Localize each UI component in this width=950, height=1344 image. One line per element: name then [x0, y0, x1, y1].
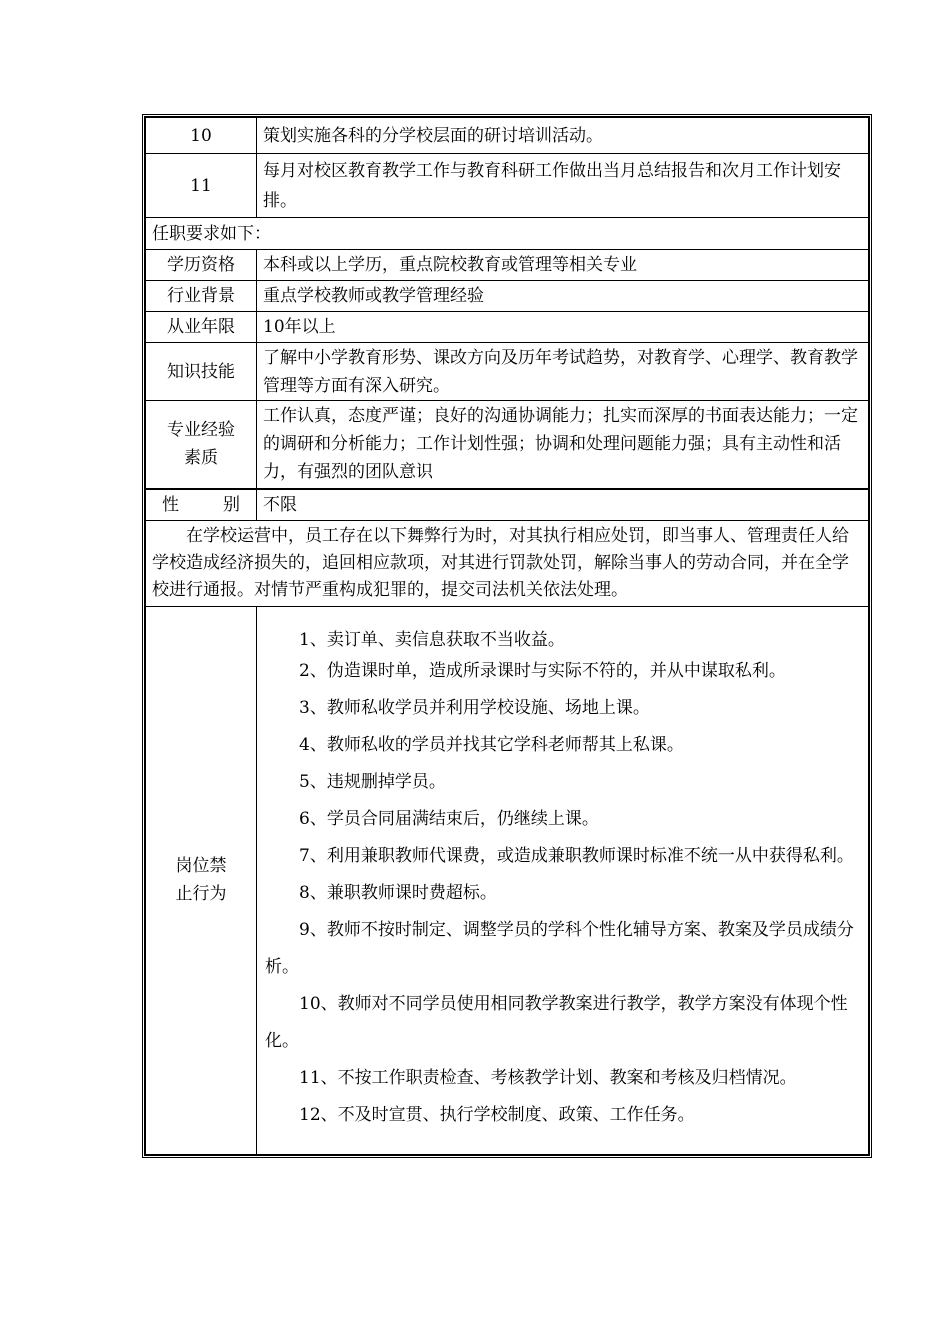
requirements-heading: 任职要求如下： — [146, 218, 869, 250]
duty-text: 策划实施各科的分学校层面的研讨培训活动。 — [257, 118, 869, 154]
gender-row — [146, 489, 869, 521]
list-item: 9、教师不按时制定、调整学员的学科个性化辅导方案、教案及学员成绩分析。 — [265, 919, 854, 977]
requirement-row — [146, 250, 869, 281]
list-item: 3、教师私收学员并利用学校设施、场地上课。 — [299, 697, 650, 718]
list-item: 11、不按工作职责检查、考核教学计划、教案和考核及归档情况。 — [299, 1067, 797, 1088]
penalty-note-row — [146, 520, 869, 606]
duty-row — [146, 154, 869, 218]
list-item: 4、教师私收的学员并找其它学科老师帮其上私课。 — [299, 734, 684, 755]
requirement-value: 了解中小学教育形势、课改方向及历年考试趋势，对教育学、心理学、教育教学管理等方面有深入研究。 — [257, 343, 869, 401]
requirements-heading-row — [146, 218, 869, 250]
requirement-label: 学历资格 — [146, 250, 257, 281]
requirement-value: 工作认真，态度严谨；良好的沟通协调能力；扎实而深厚的书面表达能力；一定的调研和分析能力；工作计划性强；协调和处理问题能力强；具有主动性和活力，有强烈的团队意识 — [257, 401, 869, 489]
requirement-row — [146, 312, 869, 343]
list-item: 7、利用兼职教师代课费，或造成兼职教师课时标准不统一从中获得私利。 — [299, 845, 854, 866]
gender-label-char: 性 — [162, 494, 179, 515]
requirement-row — [146, 281, 869, 312]
list-item: 6、学员合同届满结束后，仍继续上课。 — [299, 808, 599, 829]
penalty-note: 在学校运营中，员工存在以下舞弊行为时，对其执行相应处罚，即当事人、管理责任人给学校造成经济损失的，追回相应款项，对其进行罚款处罚，解除当事人的劳动合同，并在全学校进行通报。对情节严重构成犯罪的，提交司法机关依法处理。 — [146, 520, 869, 606]
duty-row — [146, 118, 869, 154]
requirement-value: 重点学校教师或教学管理经验 — [257, 281, 869, 312]
duty-text: 每月对校区教育教学工作与教育科研工作做出当月总结报告和次月工作计划安排。 — [257, 154, 869, 218]
duty-number: 11 — [146, 154, 257, 218]
list-item: 1、卖订单、卖信息获取不当收益。 — [299, 629, 565, 650]
requirement-label: 知识技能 — [146, 343, 257, 401]
requirement-value: 本科或以上学历，重点院校教育或管理等相关专业 — [257, 250, 869, 281]
list-item: 5、违规删掉学员。 — [299, 771, 446, 792]
gender-value: 不限 — [257, 489, 869, 521]
gender-label-char: 别 — [223, 494, 240, 515]
prohibited-list — [257, 606, 869, 1154]
requirement-label: 从业年限 — [146, 312, 257, 343]
list-item: 12、不及时宣贯、执行学校制度、政策、工作任务。 — [299, 1104, 695, 1125]
requirement-label: 行业背景 — [146, 281, 257, 312]
prohibited-row — [146, 606, 869, 1154]
job-description-table — [145, 117, 869, 1155]
list-item: 10、教师对不同学员使用相同教学教案进行教学，教学方案没有体现个性化。 — [265, 993, 848, 1051]
gender-label — [146, 489, 257, 521]
requirement-row — [146, 343, 869, 401]
prohibited-label: 岗位禁止行为 — [146, 606, 257, 1154]
requirement-row — [146, 401, 869, 489]
requirement-value: 10年以上 — [257, 312, 869, 343]
list-item: 2、伪造课时单，造成所录课时与实际不符的，并从中谋取私利。 — [299, 660, 786, 681]
list-item: 8、兼职教师课时费超标。 — [299, 882, 497, 903]
job-description-table-frame — [142, 114, 872, 1158]
duty-number: 10 — [146, 118, 257, 154]
requirement-label: 专业经验素质 — [146, 401, 257, 489]
